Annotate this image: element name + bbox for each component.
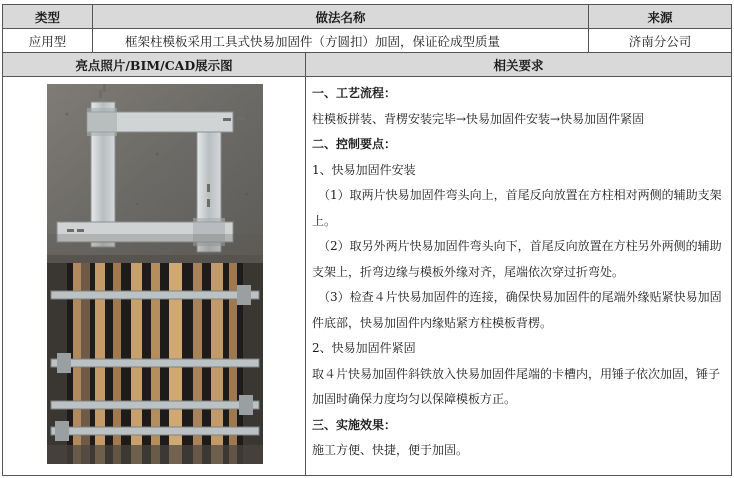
header-method-name: 做法名称 [93, 5, 589, 29]
process-flow-title: 一、工艺流程： [312, 86, 397, 100]
header-type: 类型 [3, 5, 93, 29]
process-flow-text: 柱模板拼装、背楞安装完毕→快易加固件安装→快易加固件紧固 [312, 111, 645, 126]
tighten-subtitle: 2、快易加固件紧固 [312, 341, 416, 355]
header-photos: 亮点照片/BIM/CAD展示图 [3, 53, 306, 77]
method-sheet [2, 4, 732, 476]
method-name-value: 框架柱模板采用工具式快易加固件（方圆扣）加固，保证砼成型质量 [93, 29, 589, 53]
effect-text: 施工方便、快捷，便于加固。 [312, 443, 469, 457]
install-step-1: （1）取两片快易加固件弯头向上，首尾反向放置在方柱相对两侧的辅助支架上。 [312, 188, 722, 228]
header-requirements: 相关要求 [306, 53, 732, 77]
source-value: 济南分公司 [589, 29, 732, 53]
photo-cell [3, 77, 306, 476]
install-step-2: （2）取另外两片快易加固件弯头向下，首尾反向放置在方柱另外两侧的辅助支架上，折弯边缘与模板外缘对齐，尾端依次穿过折弯处。 [312, 239, 722, 279]
header-source: 来源 [589, 5, 732, 29]
type-value: 应用型 [3, 29, 93, 53]
clamp-frame-photo [47, 84, 263, 257]
install-subtitle: 1、快易加固件安装 [312, 162, 416, 177]
effect-title: 三、实施效果： [312, 417, 397, 432]
control-points-title: 二、控制要点： [312, 137, 397, 151]
column-formwork-photo [47, 255, 263, 464]
requirements-cell [306, 77, 732, 476]
install-step-3: （3）检查４片快易加固件的连接，确保快易加固件的尾端外缘贴紧快易加固件底部，快易加固件内缘贴紧方柱模板背楞。 [312, 290, 722, 330]
tighten-text: 取４片快易加固件斜铁放入快易加固件尾端的卡槽内，用锤子依次加固，锤子加固时确保力度均匀以保障模板方正。 [312, 366, 721, 406]
